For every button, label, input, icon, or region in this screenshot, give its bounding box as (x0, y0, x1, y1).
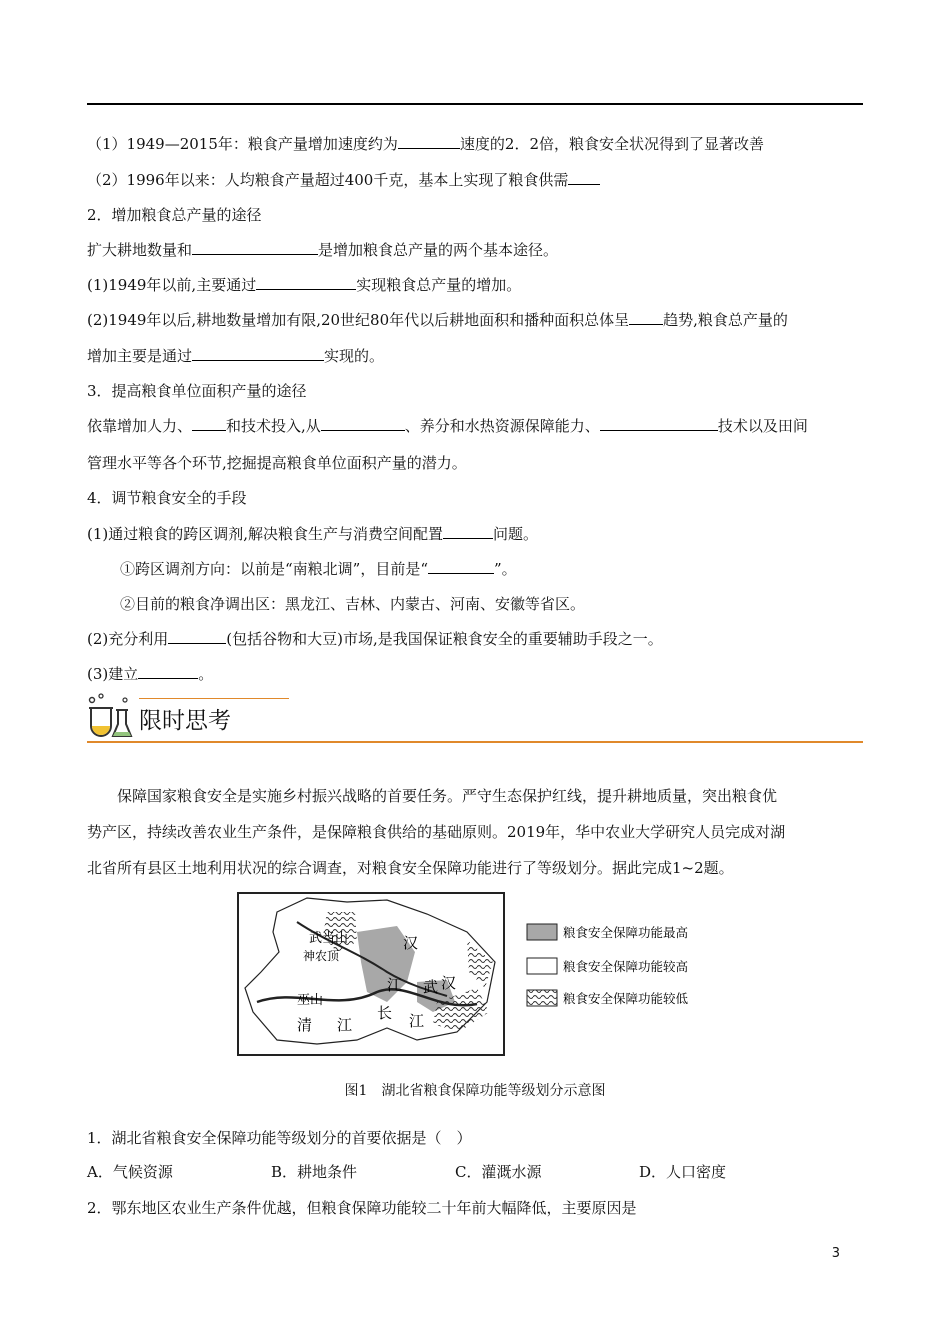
section-rule (87, 741, 863, 743)
label-han: 汉 (403, 934, 419, 952)
blank (138, 664, 198, 679)
blank (568, 170, 600, 185)
question-1: 1．湖北省粮食安全保障功能等级划分的首要依据是（ ） (87, 1129, 472, 1147)
legend-label-low: 粮食安全保障功能较低 (563, 991, 689, 1006)
section-header (87, 692, 863, 744)
header-rule (87, 103, 863, 105)
blank (398, 134, 460, 149)
page-number: 3 (831, 1246, 840, 1261)
legend (527, 924, 689, 1006)
text: (3)建立 (87, 665, 139, 683)
paragraph-line-3: 北省所有县区土地利用状况的综合调查，对粮食安全保障功能进行了等级划分。据此完成1~2题。 (87, 859, 734, 877)
text: 实现的。 (324, 347, 385, 365)
text-line-10 (120, 559, 517, 579)
legend-label-highest: 粮食安全保障功能最高 (563, 925, 689, 940)
label-han2: 汉 (441, 974, 457, 992)
text: ①跨区调剂方向：以前是“南粮北调”，目前是“ (120, 560, 429, 578)
text: （1）1949—2015年：粮食产量增加速度约为 (87, 135, 398, 153)
text-line-13 (87, 664, 213, 684)
lab-flask-icon (87, 692, 133, 742)
hubei-map (237, 892, 715, 1058)
text: 依靠增加人力、 (87, 417, 193, 435)
option-c[interactable]: C．灌溉水源 (455, 1163, 542, 1181)
text-line-4 (87, 275, 521, 295)
label-jiang: 江 (387, 976, 403, 994)
text: (1)通过粮食的跨区调剂,解决粮食生产与消费空间配置 (87, 525, 444, 543)
text-line-7 (87, 416, 808, 436)
text: ”。 (494, 560, 517, 578)
heading-3: 3．提高粮食单位面积产量的途径 (87, 382, 307, 400)
figure-caption: 图1 湖北省粮食保障功能等级划分示意图 (344, 1083, 606, 1099)
text: 扩大耕地数量和 (87, 241, 193, 259)
paragraph-line-1: 保障国家粮食安全是实施乡村振兴战略的首要任务。严守生态保护红线，提升耕地质量，突出粮食优 (117, 787, 778, 805)
map-figure (237, 892, 715, 1058)
blank (192, 240, 318, 255)
blank (428, 559, 494, 574)
legend-label-high: 粮食安全保障功能较高 (563, 959, 689, 974)
legend-swatch-low (527, 990, 557, 1006)
label-jiang2: 江 (337, 1016, 353, 1034)
text: 速度的2．2倍，粮食安全状况得到了显著改善 (459, 135, 764, 153)
option-d[interactable]: D．人口密度 (639, 1163, 727, 1181)
text-line-1 (87, 134, 764, 154)
text: (2)充分利用 (87, 630, 169, 648)
blank (600, 416, 718, 431)
blank (629, 310, 663, 325)
label-wushan: 巫山 (297, 993, 324, 1008)
text-line-2 (87, 170, 600, 190)
text: 是增加粮食总产量的两个基本途径。 (318, 241, 559, 259)
text: 和技术投入,从 (226, 417, 321, 435)
blank (321, 416, 405, 431)
question-1-options (87, 1162, 863, 1184)
text: 趋势,粮食总产量的 (663, 311, 788, 329)
text-line-11: ②目前的粮食净调出区：黑龙江、吉林、内蒙古、河南、安徽等省区。 (120, 595, 586, 613)
label-wu: 武 (423, 978, 439, 996)
legend-swatch-high (527, 958, 557, 974)
blank (443, 524, 493, 539)
section-title: 限时思考 (139, 708, 231, 734)
text-line-12 (87, 629, 663, 649)
blank (192, 416, 226, 431)
text-line-9 (87, 524, 538, 544)
question-2: 2．鄂东地区农业生产条件优越，但粮食保障功能较二十年前大幅降低，主要原因是 (87, 1199, 637, 1217)
text: （2）1996年以来：人均粮食产量超过400千克，基本上实现了粮食供需 (87, 171, 569, 189)
text: 实现粮食总产量的增加。 (356, 276, 522, 294)
text: 问题。 (493, 525, 539, 543)
label-wudang: 武当山 (309, 931, 349, 946)
label-shennong: 神农顶 (303, 949, 340, 963)
text: 、养分和水热资源保障能力、 (404, 417, 600, 435)
text-line-8: 管理水平等各个环节,挖掘提高粮食单位面积产量的潜力。 (87, 454, 467, 472)
blank (168, 629, 226, 644)
heading-4: 4．调节粮食安全的手段 (87, 489, 247, 507)
paragraph-line-2: 势产区，持续改善农业生产条件，是保障粮食供给的基础原则。2019年，华中农业大学研究人员完成对湖 (87, 823, 786, 841)
legend-swatch-highest (527, 924, 557, 940)
blank (192, 346, 324, 361)
option-b[interactable]: B．耕地条件 (271, 1163, 358, 1181)
text: 。 (198, 665, 214, 683)
text-line-6 (87, 346, 384, 366)
text: (1)1949年以前,主要通过 (87, 276, 257, 294)
label-qing: 清 (297, 1016, 313, 1034)
option-a[interactable]: A．气候资源 (87, 1163, 173, 1181)
text: (包括谷物和大豆)市场,是我国保证粮食安全的重要辅助手段之一。 (226, 630, 663, 648)
text: 技术以及田间 (717, 417, 808, 435)
text: 增加主要是通过 (87, 347, 193, 365)
blank (256, 275, 356, 290)
text-line-5 (87, 310, 788, 330)
text-line-3 (87, 240, 558, 260)
title-underline (139, 698, 289, 699)
label-chang: 长 (377, 1004, 393, 1022)
text: (2)1949年以后,耕地数量增加有限,20世纪80年代以后耕地面积和播种面积总体呈 (87, 311, 630, 329)
label-jiang3: 江 (409, 1012, 425, 1030)
heading-2: 2．增加粮食总产量的途径 (87, 206, 262, 224)
